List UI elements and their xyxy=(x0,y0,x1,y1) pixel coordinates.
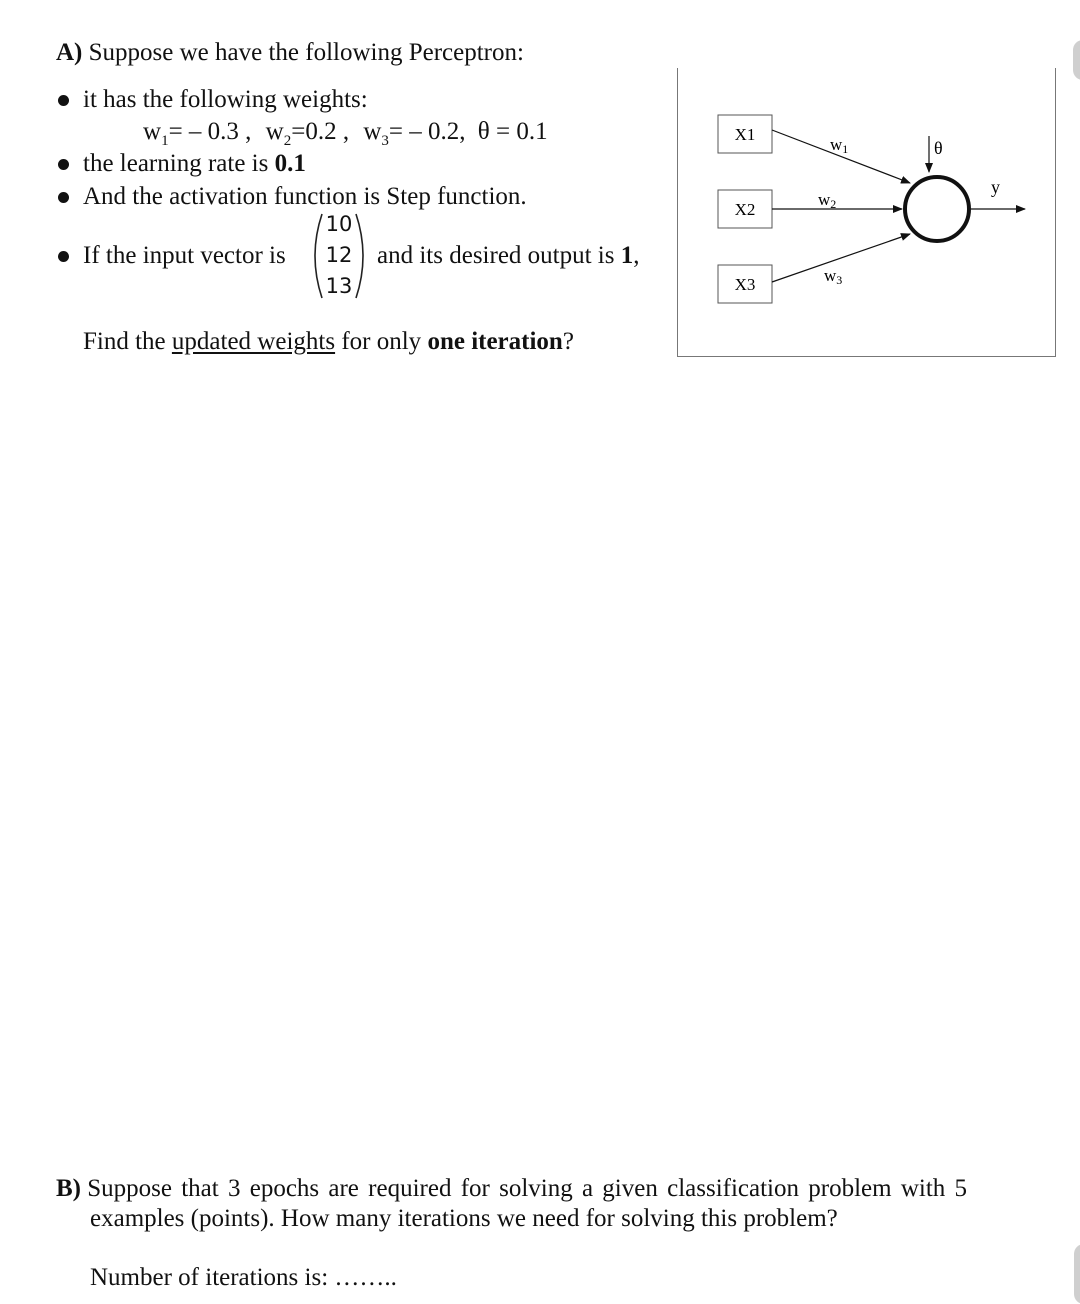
part-a-heading xyxy=(56,38,524,68)
w1-subscript: 1 xyxy=(161,133,169,149)
w2-symbol: w xyxy=(265,118,284,145)
w3-subscript: 3 xyxy=(381,133,389,149)
input-label-x3: X3 xyxy=(734,275,756,294)
bullet-dot xyxy=(58,251,69,262)
desired-output-value: 1 xyxy=(620,242,634,269)
part-a-label: A) xyxy=(56,39,83,66)
w3-symbol: w xyxy=(363,118,382,145)
question-underlined: updated weights xyxy=(171,328,336,355)
input-label-x1: X1 xyxy=(734,125,756,144)
weight-label-w2: w2 xyxy=(818,190,837,211)
bullet-learning-rate xyxy=(83,149,306,179)
perceptron-svg xyxy=(678,68,1055,356)
question-middle: for only xyxy=(341,328,422,355)
input-vector-entry: 10 xyxy=(325,212,353,236)
part-a-title: Suppose we have the following Perceptron: xyxy=(88,39,524,66)
bullet-input-prefix: If the input vector is xyxy=(83,242,286,269)
part-b-question-line1: Suppose that 3 epochs are required for solving a given classification problem with 5 xyxy=(87,1175,968,1202)
bullet-dot xyxy=(58,159,69,170)
perceptron-diagram xyxy=(677,68,1056,357)
output-label: y xyxy=(991,177,1000,197)
part-b-label: B) xyxy=(56,1175,81,1202)
input-label-x2: X2 xyxy=(734,200,756,219)
w3-value: = – 0.2, xyxy=(388,118,466,145)
bullet-weights-intro: it has the following weights: xyxy=(83,86,368,113)
part-b-question-line2: examples (points). How many iterations we need for solving this problem? xyxy=(90,1205,838,1232)
input-vector-entry: 13 xyxy=(325,274,353,298)
w1-value: = – 0.3 , xyxy=(168,118,252,145)
part-b-line1 xyxy=(56,1174,967,1204)
answer-prompt: Number of iterations is: …….. xyxy=(90,1264,397,1291)
bullet-activation: And the activation function is Step function. xyxy=(83,183,527,210)
learning-rate-text: the learning rate is xyxy=(83,150,269,177)
desired-output-text: and its desired output is xyxy=(377,242,615,269)
w2-subscript: 2 xyxy=(283,133,292,149)
input-vector-entry: 12 xyxy=(325,243,353,267)
page-edge-shadow xyxy=(1073,40,1080,80)
neuron-node xyxy=(905,177,969,241)
weight-label-w1: w1 xyxy=(830,135,849,156)
part-a-question xyxy=(83,327,574,357)
weight-label-w3: w3 xyxy=(824,266,843,287)
desired-output-comma: , xyxy=(633,242,640,269)
w1-symbol: w xyxy=(143,118,162,145)
question-prefix: Find the xyxy=(83,328,166,355)
theta-value: θ = 0.1 xyxy=(477,118,548,145)
bullet-dot xyxy=(58,95,69,106)
w2-value: =0.2 , xyxy=(291,118,350,145)
bullet-input-suffix xyxy=(377,241,639,271)
threshold-label: θ xyxy=(934,138,943,158)
question-suffix: ? xyxy=(562,328,574,355)
page-edge-shadow xyxy=(1074,1244,1080,1304)
bullet-dot xyxy=(58,192,69,203)
learning-rate-value: 0.1 xyxy=(274,150,306,177)
question-bold: one iteration xyxy=(427,328,563,355)
